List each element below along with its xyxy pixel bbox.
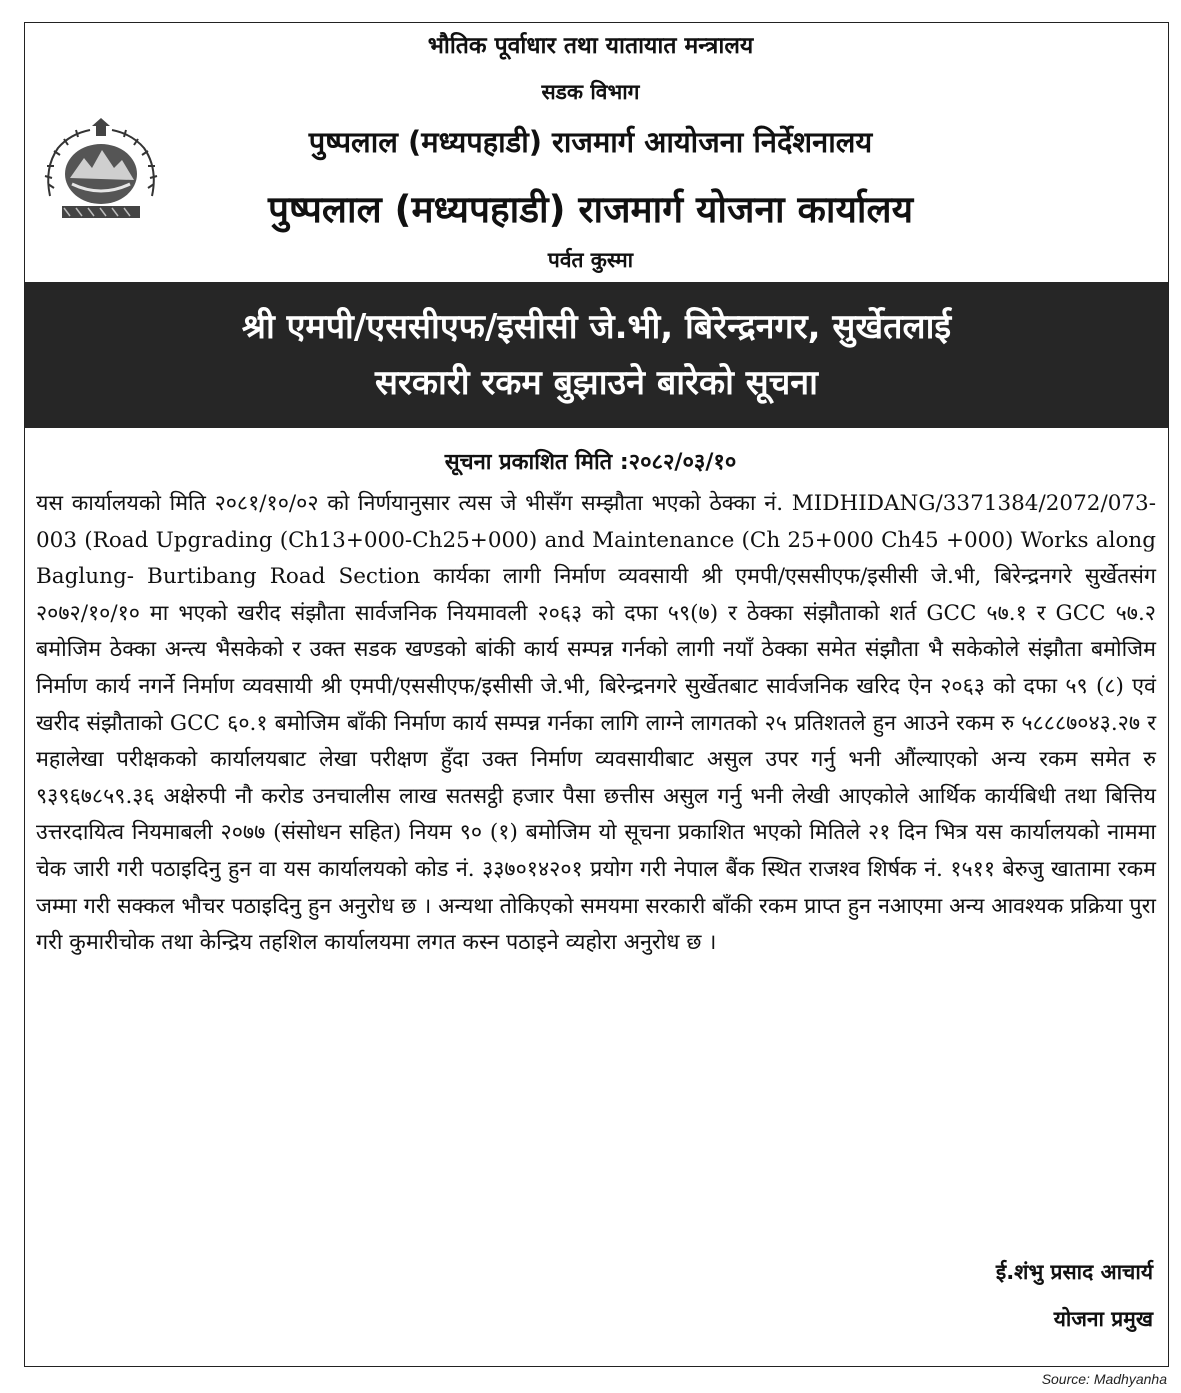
signatory-name: ई.शंभु प्रसाद आचार्य: [995, 1260, 1153, 1284]
notice-body: यस कार्यालयको मिति २०८१/१०/०२ को निर्णयानुसार त्यस जे भीसँग सम्झौता भएको ठेक्का नं. MIDHIDANG/3371384/2072/073-003 (Road Upgrading (Ch13+000-Ch25+000) and Maintenance (Ch 25+000 Ch45 +000) Works along Baglung- Burtibang Road Section कार्यका लागी निर्माण व्यवसायी श्री एमपी/एससीएफ/इसीसी जे.भी, बिरेन्द्रनगरे सुर्खेतसंग २०७२/१०/१० मा भएको खरीद संझौता सार्वजनिक नियमावली २०६३ को दफा ५९(७) र ठेक्का संझौताको शर्त GCC ५७.१ र GCC ५७.२ बमोजिम ठेक्का अन्त्य भैसकेको र उक्त सडक खण्डको बांकी कार्य सम्पन्न गर्नको लागी नयाँ ठेक्का समेत संझौता भै सकेकोले संझौता बमोजिम निर्माण कार्य नगर्ने निर्माण व्यवसायी श्री एमपी/एससीएफ/इसीसी जे.भी, बिरेन्द्रनगरे सुर्खेतबाट सार्वजनिक खरिद ऐन २०६३ को दफा ५९ (८) एवं खरीद संझौताको GCC ६०.१ बमोजिम बाँकी निर्माण कार्य सम्पन्न गर्नका लागि लाग्ने लागतको २५ प्रतिशतले हुन आउने रकम रु ५८८८७०४३.२७ र महालेखा परीक्षकको कार्यालयबाट लेखा परीक्षण हुँदा उक्त निर्माण व्यवसायीबाट असुल उपर गर्नु भनी औंल्याएको अन्य रकम समेत रु ९३९६७८५९.३६ अक्षेरुपी नौ करोड उनचालीस लाख सतसट्ठी हजार पैसा छत्तीस असुल गर्नु भनी लेखी आएकोले आर्थिक कार्यबिधी तथा बित्तिय उत्तरदायित्व नियमाबली २०७७ (संसोधन सहित) नियम ९० (१) बमोजिम यो सूचना प्रकाशित भएको मितिले २१ दिन भित्र यस कार्यालयको नाममा चेक जारी गरी पठाइदिनु हुन वा यस कार्यालयको कोड नं. ३३७०१४२०१ प्रयोग गरी नेपाल बैंक स्थित राजश्व शिर्षक नं. १५११ बेरुजु खातामा रकम जम्मा गरी सक्कल भौचर पठाइदिनु हुन अनुरोध छ । अन्यथा तोकिएको समयमा सरकारी बाँकी रकम प्राप्त हुन नआएमा अन्य आवश्यक प्रक्रिया पुरा गरी कुमारीचोक तथा केन्द्रिय तहशिल कार्यालयमा लगत कस्न पठाइने व्यहोरा अनुरोध छ ।: [36, 491, 1156, 956]
office-name: पुष्पलाल (मध्यपहाडी) राजमार्ग योजना कार्यालय: [267, 188, 914, 231]
signatory-title: योजना प्रमुख: [1053, 1307, 1153, 1331]
banner-line-1: श्री एमपी/एससीएफ/इसीसी जे.भी, बिरेन्द्रनगर, सुर्खेतलाई: [241, 307, 952, 347]
directorate-name: पुष्पलाल (मध्यपहाडी) राजमार्ग आयोजना निर्देशनालय: [308, 125, 873, 159]
office-location: पर्वत कुस्मा: [547, 248, 634, 272]
ministry-name: भौतिक पूर्वाधार तथा यातायात मन्त्रालय: [427, 33, 754, 59]
department-name: सडक विभाग: [541, 80, 640, 104]
publish-date: सूचना प्रकाशित मिति :२०८२/०३/१०: [444, 450, 737, 475]
source-credit: Source: Madhyanha: [1041, 1371, 1167, 1387]
banner-line-2: सरकारी रकम बुझाउने बारेको सूचना: [375, 363, 818, 403]
notice-title-banner: [25, 282, 1168, 428]
